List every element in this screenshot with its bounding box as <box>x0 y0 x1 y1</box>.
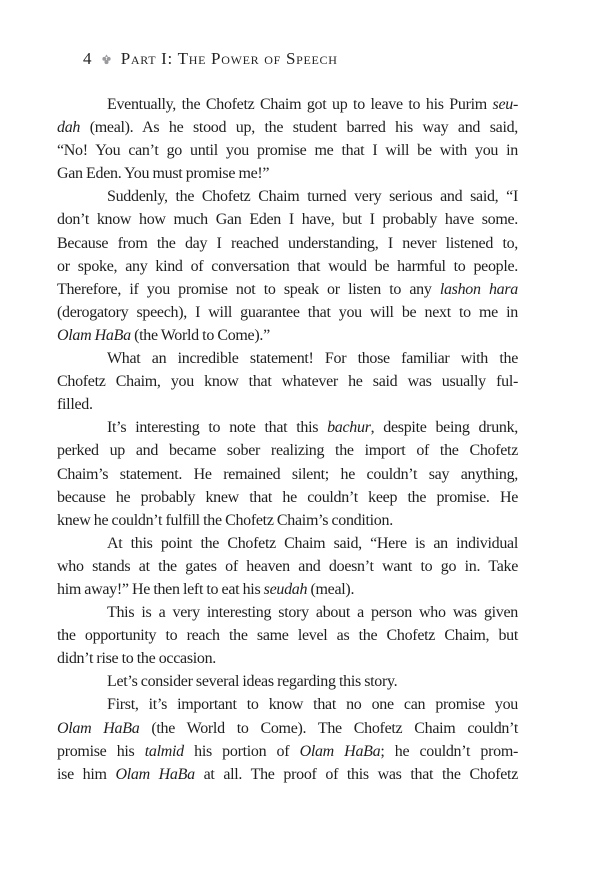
text-segment: don’t know how much Gan Eden I have, but I probably have some. <box>57 211 518 229</box>
body-text <box>57 93 518 786</box>
text-line <box>57 324 518 347</box>
italic-term: Olam HaBa <box>299 742 381 760</box>
text-segment: This is a very interesting story about a person who was given <box>107 604 518 622</box>
italic-term: Olam HaBa <box>57 326 131 344</box>
text-segment: Eventually, the Chofetz Chaim got up to leave to his Purim <box>107 96 493 113</box>
text-segment: him away!” He then left to eat his <box>57 580 264 598</box>
text-line <box>57 208 518 231</box>
text-line <box>57 578 518 601</box>
italic-term: Olam HaBa <box>115 765 195 783</box>
italic-term: lashon hara <box>439 280 519 298</box>
text-segment: “No! You can’t go until you promise me that I will be with you in <box>57 142 518 160</box>
running-header <box>83 49 338 69</box>
text-segment: , despite being drunk, <box>370 419 518 437</box>
italic-term: talmid <box>144 742 184 760</box>
text-segment: First, it’s important to know that no one can promise you <box>107 696 518 714</box>
text-line <box>57 740 518 763</box>
text-line <box>57 555 518 578</box>
text-segment: Chaim’s statement. He remained silent; he couldn’t say anything, <box>57 465 518 483</box>
text-line <box>57 232 518 255</box>
text-segment: didn’t rise to the occasion. <box>57 650 217 668</box>
italic-term: dah <box>57 119 81 137</box>
text-segment: knew he couldn’t fulfill the Chofetz Chaim’s condition. <box>57 511 393 529</box>
text-line <box>57 93 518 116</box>
text-line <box>57 439 518 462</box>
page-number: 4 <box>83 49 92 68</box>
text-segment: (the World to Come). The Chofetz Chaim couldn’t <box>139 719 518 737</box>
text-line <box>57 601 518 624</box>
text-segment: at all. The proof of this was that the Chofetz <box>194 765 519 783</box>
text-line <box>57 301 518 324</box>
text-segment: ise him <box>57 765 116 783</box>
text-line <box>57 139 518 162</box>
text-line <box>57 463 518 486</box>
text-segment: (meal). As he stood up, the student barred his way and said, <box>80 119 518 137</box>
text-segment: What an incredible statement! For those familiar with the <box>107 350 518 368</box>
text-line <box>57 116 518 139</box>
text-segment: (derogatory speech), I will guarantee that you will be next to me in <box>57 303 518 321</box>
text-segment: Gan Eden. You must promise me!” <box>57 165 270 183</box>
text-line <box>57 670 518 693</box>
grape-fleuron-icon <box>101 54 112 65</box>
text-line <box>57 532 518 555</box>
text-line <box>57 278 518 301</box>
text-segment: It’s interesting to note that this <box>107 419 328 437</box>
text-segment: promise his <box>57 742 145 760</box>
text-line <box>57 393 518 416</box>
text-line <box>57 347 518 370</box>
italic-term: bachur <box>327 419 371 437</box>
text-segment: who stands at the gates of heaven and doesn’t want to go in. Take <box>57 557 518 575</box>
text-line <box>57 185 518 208</box>
italic-term: seu- <box>492 96 518 113</box>
text-segment: filled. <box>57 396 93 414</box>
text-line <box>57 693 518 716</box>
text-segment: ; he couldn’t prom- <box>380 742 519 760</box>
italic-term: Olam HaBa <box>57 719 140 737</box>
text-line <box>57 624 518 647</box>
text-line <box>57 647 518 670</box>
text-segment: Because from the day I reached understanding, I never listened to, <box>57 234 518 252</box>
text-line <box>57 486 518 509</box>
text-segment: the opportunity to reach the same level as the Chofetz Chaim, but <box>57 627 518 645</box>
text-segment: perked up and became sober realizing the import of the Chofetz <box>57 442 518 460</box>
text-line <box>57 509 518 532</box>
text-line <box>57 370 518 393</box>
text-segment: (the World to Come).” <box>130 326 270 344</box>
text-line <box>57 717 518 740</box>
text-segment: At this point the Chofetz Chaim said, “Here is an individual <box>107 534 518 552</box>
text-segment: his portion of <box>183 742 300 760</box>
text-line <box>57 255 518 278</box>
text-segment: Chofetz Chaim, you know that whatever he said was usually ful- <box>57 373 518 391</box>
italic-term: seudah <box>263 580 308 598</box>
text-segment: (meal). <box>307 580 355 598</box>
text-segment: Let’s consider several ideas regarding this story. <box>107 673 398 691</box>
header-title: Part I: The Power of Speech <box>120 49 338 68</box>
text-segment: or spoke, any kind of conversation that would be harmful to people. <box>57 257 518 275</box>
text-segment: Therefore, if you promise not to speak or listen to any <box>57 280 440 298</box>
text-segment: because he probably knew that he couldn’t keep the promise. He <box>57 488 518 506</box>
text-line <box>57 416 518 439</box>
text-line <box>57 763 518 786</box>
text-segment: Suddenly, the Chofetz Chaim turned very serious and said, “I <box>107 188 518 206</box>
text-line <box>57 162 518 185</box>
